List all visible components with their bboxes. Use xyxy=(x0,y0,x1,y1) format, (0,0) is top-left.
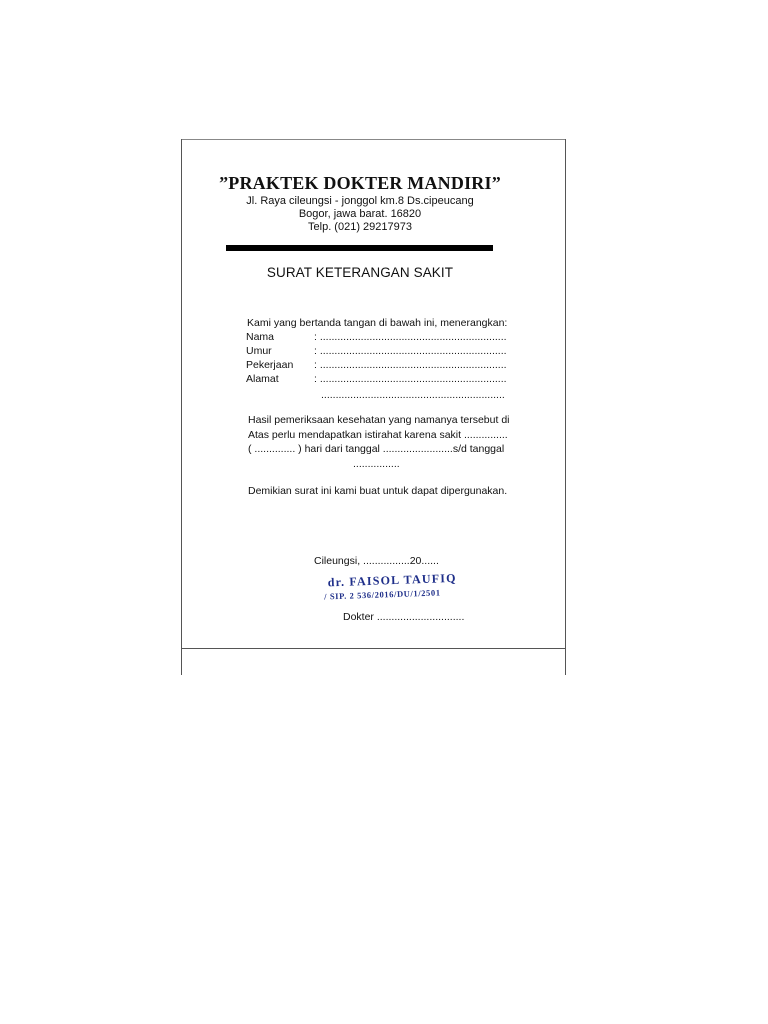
doctor-signature-line: Dokter .............................. xyxy=(343,611,465,623)
field-label-umur: Umur xyxy=(246,345,272,357)
frame-right-border xyxy=(565,139,566,675)
frame-top-border xyxy=(181,139,566,140)
address-line-1: Jl. Raya cileungsi - jonggol km.8 Ds.cipeucang xyxy=(246,195,474,207)
field-value-nama: : ................................................................ xyxy=(314,331,507,343)
field-value-pekerjaan: : ................................................................ xyxy=(314,359,507,371)
intro-text: Kami yang bertanda tangan di bawah ini, menerangkan: xyxy=(247,317,508,329)
body-line-1: Hasil pemeriksaan kesehatan yang namanya tersebut di xyxy=(248,414,510,426)
body-line-3: ( .............. ) hari dari tanggal ........................s/d tanggal xyxy=(248,443,505,455)
stamp-name: dr. FAISOL TAUFIQ xyxy=(327,570,457,590)
frame-bottom-border xyxy=(181,648,566,649)
body-line-2: Atas perlu mendapatkan istirahat karena sakit ............... xyxy=(248,429,508,441)
closing-text: Demikian surat ini kami buat untuk dapat dipergunakan. xyxy=(248,485,508,497)
body-line-4: ................ xyxy=(353,458,400,470)
place-date: Cileungsi, ................20...... xyxy=(314,555,439,567)
field-value-umur: : ................................................................ xyxy=(314,345,507,357)
frame-left-border xyxy=(181,139,182,675)
field-label-pekerjaan: Pekerjaan xyxy=(246,359,294,371)
phone-line: Telp. (021) 29217973 xyxy=(308,221,412,233)
practice-title: ”PRAKTEK DOKTER MANDIRI” xyxy=(219,173,501,193)
stamp-id: / SIP. 2 536/2016/DU/1/2501 xyxy=(324,587,441,602)
letter-heading: SURAT KETERANGAN SAKIT xyxy=(266,265,454,280)
field-label-alamat: Alamat xyxy=(246,373,279,385)
header-divider xyxy=(226,245,493,251)
field-value-alamat: : ................................................................ xyxy=(314,373,507,385)
field-value-alamat-continuation: ............................................................... xyxy=(321,389,505,401)
field-label-nama: Nama xyxy=(246,331,275,343)
doctor-stamp xyxy=(319,570,470,609)
address-line-2: Bogor, jawa barat. 16820 xyxy=(298,208,422,220)
